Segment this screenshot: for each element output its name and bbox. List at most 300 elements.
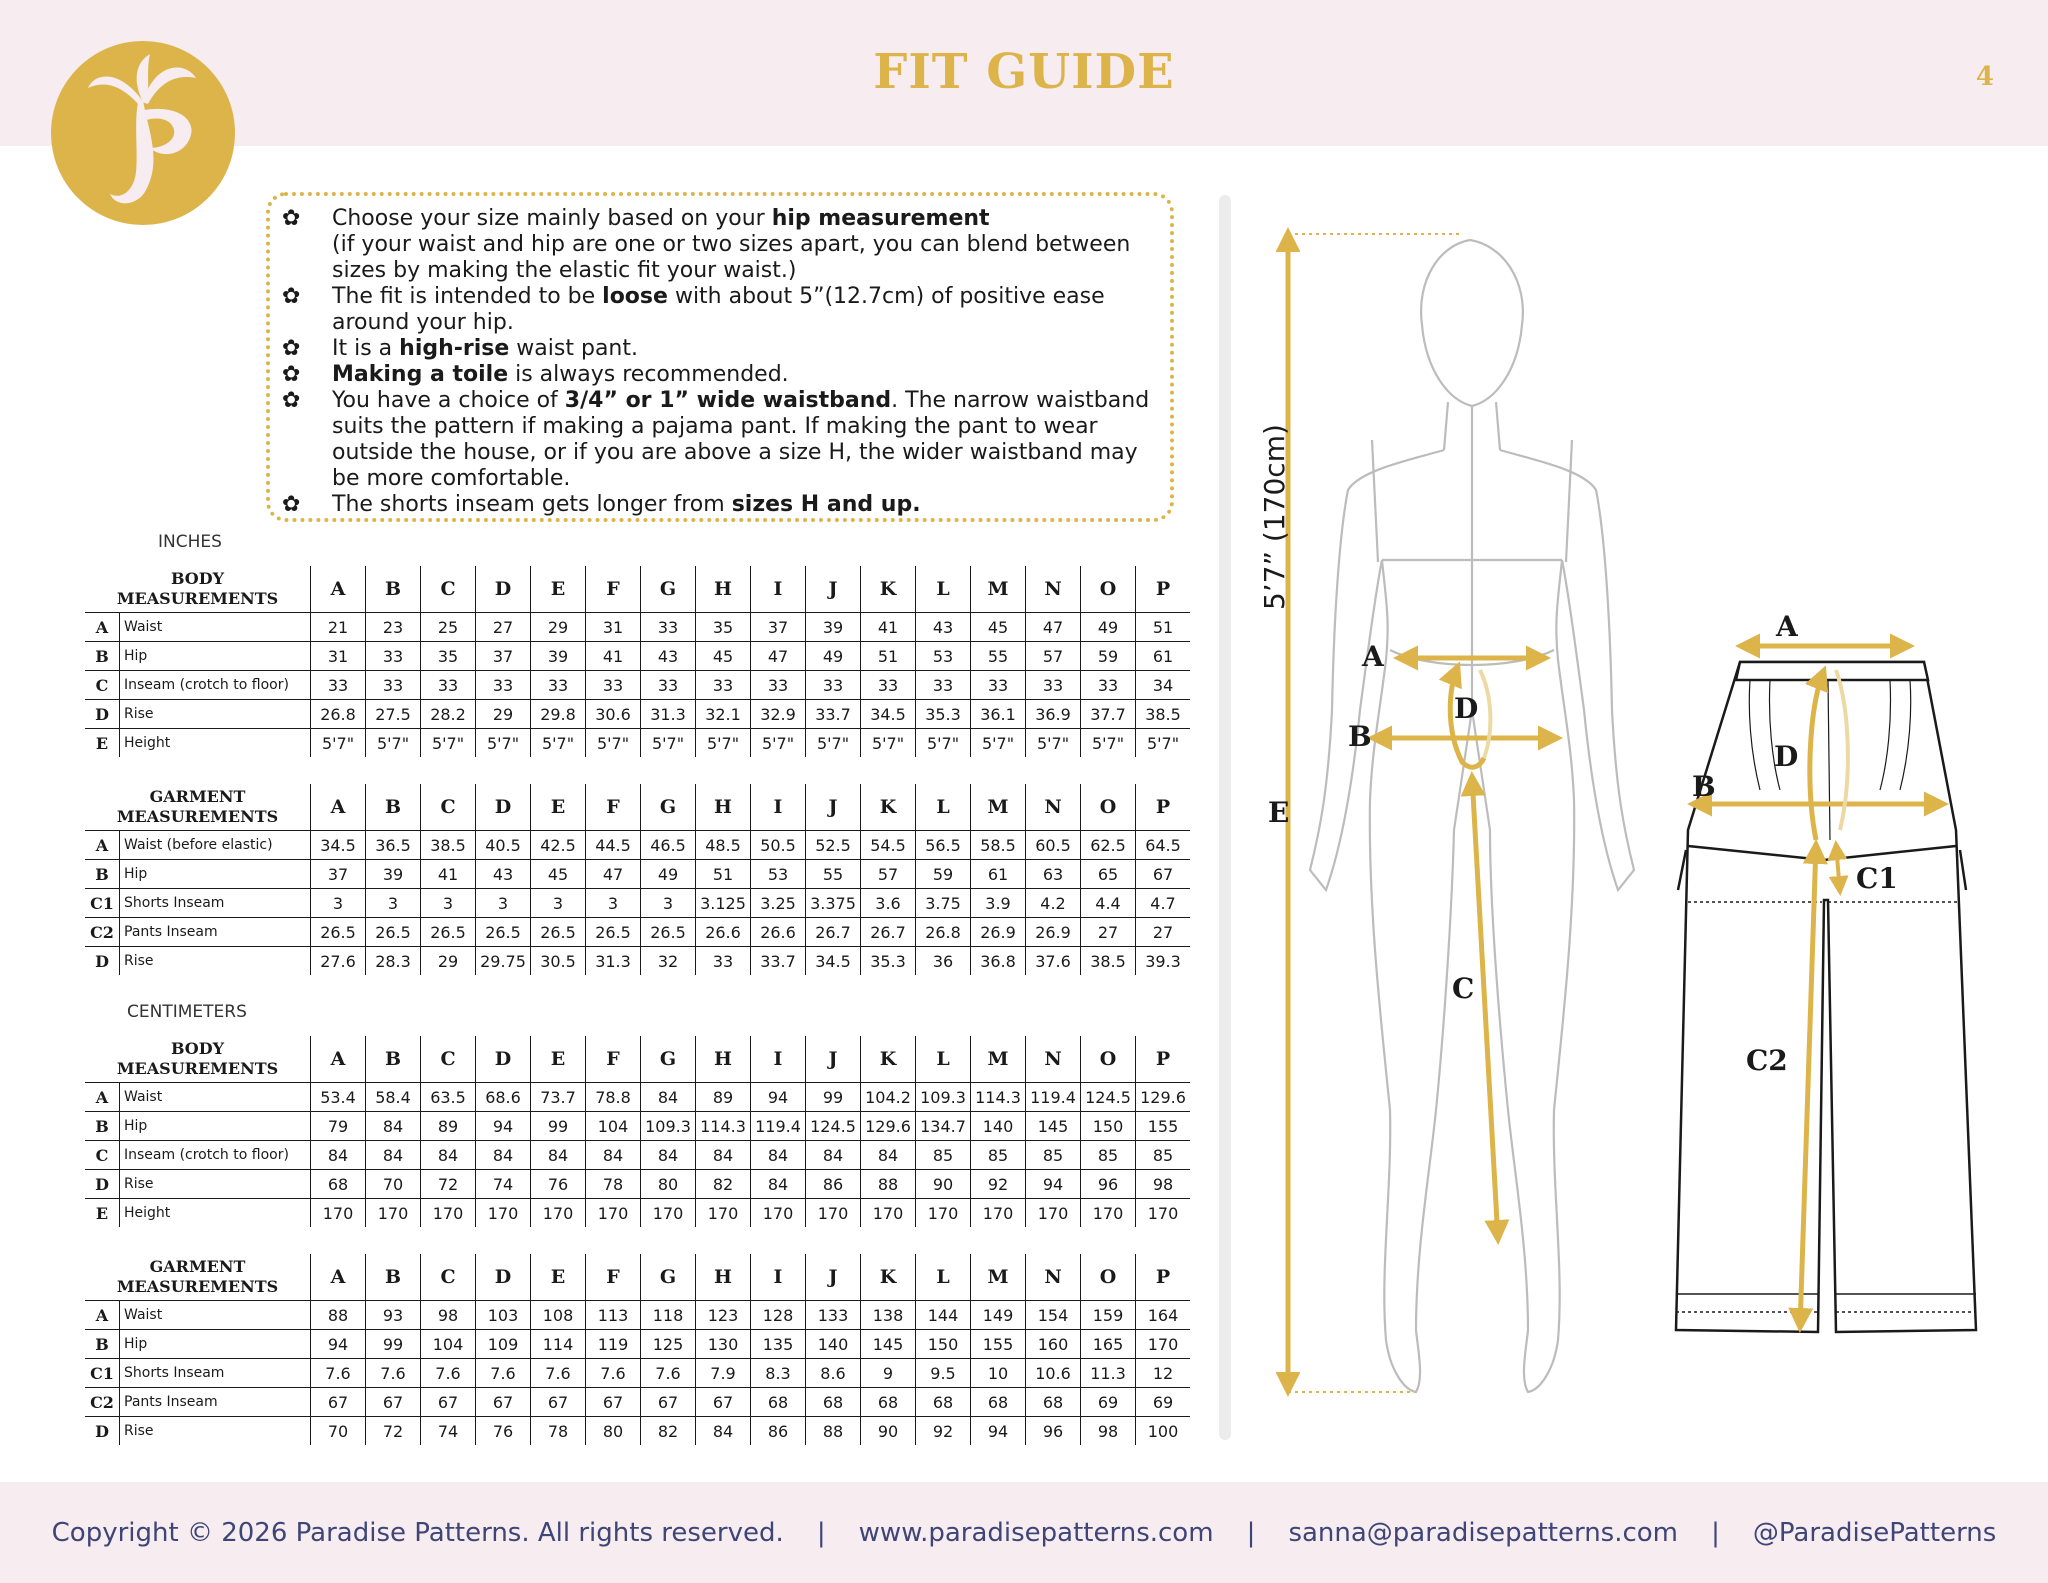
row-code: A — [85, 831, 120, 860]
table-cell: 73.7 — [531, 1083, 586, 1112]
table-heading — [85, 1254, 311, 1301]
table-cell: 26.5 — [641, 918, 696, 947]
size-header-b: B — [366, 566, 421, 613]
table-cell: 3.75 — [916, 889, 971, 918]
table-cell: 5'7" — [1136, 729, 1191, 758]
row-code: C2 — [85, 918, 120, 947]
footer-email-link[interactable]: sanna@paradisepatterns.com — [1288, 1518, 1679, 1548]
fit-note-text: high-rise — [399, 336, 510, 361]
label-e: E — [1268, 796, 1290, 829]
table-row — [85, 700, 1190, 729]
row-label: Shorts Inseam — [120, 1359, 311, 1388]
table-cell: 5'7" — [531, 729, 586, 758]
table-cell: 3.125 — [696, 889, 751, 918]
table-cell: 26.6 — [751, 918, 806, 947]
label-d: D — [1454, 692, 1479, 725]
table-cell: 5'7" — [641, 729, 696, 758]
row-label: Waist — [120, 613, 311, 642]
table-heading — [85, 1036, 311, 1083]
table-heading-line: MEASUREMENTS — [116, 1059, 279, 1078]
table-cell: 84 — [751, 1141, 806, 1170]
table-cell: 133 — [806, 1301, 861, 1330]
table-cell: 37 — [311, 860, 366, 889]
row-code: E — [85, 1199, 120, 1228]
label-c: C — [1452, 972, 1475, 1005]
table-cell: 113 — [586, 1301, 641, 1330]
table-cell: 88 — [311, 1301, 366, 1330]
table-cell: 5'7" — [476, 729, 531, 758]
fit-note-text: sizes H and up. — [731, 492, 921, 517]
table-cell: 92 — [971, 1170, 1026, 1199]
table-cell: 26.7 — [806, 918, 861, 947]
table-cell: 84 — [641, 1141, 696, 1170]
table-cell: 130 — [696, 1330, 751, 1359]
table-cell: 104 — [586, 1112, 641, 1141]
table-cell: 32.9 — [751, 700, 806, 729]
table-cell: 5'7" — [971, 729, 1026, 758]
table-cell: 7.6 — [476, 1359, 531, 1388]
table-cell: 170 — [696, 1199, 751, 1228]
table-cell: 38.5 — [421, 831, 476, 860]
size-header-p: P — [1136, 1254, 1191, 1301]
table-cell: 5'7" — [311, 729, 366, 758]
column-divider — [1219, 195, 1231, 1440]
table-cell: 57 — [861, 860, 916, 889]
table-row — [85, 613, 1190, 642]
table-cell: 26.9 — [971, 918, 1026, 947]
table-cell: 109.3 — [641, 1112, 696, 1141]
flower-bullet-icon: ✿ — [282, 362, 301, 387]
table-cell: 65 — [1081, 860, 1136, 889]
table-cell: 64.5 — [1136, 831, 1191, 860]
footer-line — [0, 1518, 2048, 1548]
fit-note-text: is always recommended. — [508, 362, 789, 387]
table-cell: 74 — [421, 1417, 476, 1446]
size-header-h: H — [696, 566, 751, 613]
table-cell: 149 — [971, 1301, 1026, 1330]
table-cell: 35 — [421, 642, 476, 671]
row-code: C — [85, 671, 120, 700]
row-label: Rise — [120, 947, 311, 976]
table-cell: 145 — [861, 1330, 916, 1359]
table-cell: 31.3 — [641, 700, 696, 729]
table-cell: 85 — [971, 1141, 1026, 1170]
row-code: C2 — [85, 1388, 120, 1417]
row-label: Rise — [120, 1417, 311, 1446]
table-cell: 26.5 — [421, 918, 476, 947]
table-cell: 84 — [751, 1170, 806, 1199]
fit-note-text: waist pant. — [509, 336, 638, 361]
size-header-p: P — [1136, 784, 1191, 831]
table-cell: 25 — [421, 613, 476, 642]
size-header-m: M — [971, 1254, 1026, 1301]
pants-label-b: B — [1692, 770, 1716, 803]
table-cell: 93 — [366, 1301, 421, 1330]
table-cell: 70 — [311, 1417, 366, 1446]
table-cell: 170 — [861, 1199, 916, 1228]
fit-note-text: Making a toile — [332, 362, 509, 387]
size-header-n: N — [1026, 784, 1081, 831]
table-cell: 114.3 — [696, 1112, 751, 1141]
row-label: Hip — [120, 860, 311, 889]
table-cell: 170 — [311, 1199, 366, 1228]
table-cell: 33 — [531, 671, 586, 700]
table-row — [85, 1301, 1190, 1330]
height-label: 5’7” (170cm) — [1258, 424, 1291, 610]
table-cell: 43 — [916, 613, 971, 642]
fit-note-text: with about 5”(12.7cm) of positive ease around your hip. — [332, 284, 1105, 335]
pants-drawing — [1676, 662, 1976, 1332]
flower-bullet-icon: ✿ — [282, 492, 301, 517]
table-cell: 7.9 — [696, 1359, 751, 1388]
table-cell: 36.8 — [971, 947, 1026, 976]
table-cell: 8.3 — [751, 1359, 806, 1388]
size-header-g: G — [641, 784, 696, 831]
table-cell: 39 — [806, 613, 861, 642]
table-cell: 33.7 — [751, 947, 806, 976]
size-header-e: E — [531, 784, 586, 831]
size-header-h: H — [696, 784, 751, 831]
flower-bullet-icon: ✿ — [282, 284, 301, 309]
table-cell: 134.7 — [916, 1112, 971, 1141]
table-row — [85, 1112, 1190, 1141]
table-cell: 51 — [696, 860, 751, 889]
table-cell: 164 — [1136, 1301, 1191, 1330]
table-cell: 33 — [751, 671, 806, 700]
table-cell: 85 — [1026, 1141, 1081, 1170]
table-cell: 119.4 — [751, 1112, 806, 1141]
table-cell: 7.6 — [641, 1359, 696, 1388]
table-cell: 48.5 — [696, 831, 751, 860]
table-cell: 68 — [1026, 1388, 1081, 1417]
table-cell: 7.6 — [421, 1359, 476, 1388]
table-row — [85, 642, 1190, 671]
size-header-c: C — [421, 1254, 476, 1301]
table-cell: 84 — [366, 1141, 421, 1170]
table-cell: 5'7" — [696, 729, 751, 758]
table-cell: 35.3 — [861, 947, 916, 976]
table-cell: 26.9 — [1026, 918, 1081, 947]
table-cell: 170 — [751, 1199, 806, 1228]
table-cell: 3 — [641, 889, 696, 918]
table-cell: 29 — [421, 947, 476, 976]
size-header-i: I — [751, 784, 806, 831]
row-code: B — [85, 642, 120, 671]
table-cell: 52.5 — [806, 831, 861, 860]
table-cell: 29 — [531, 613, 586, 642]
pants-label-a: A — [1776, 610, 1798, 643]
footer-copyright: Copyright © 2026 Paradise Patterns. All rights reserved. — [51, 1518, 784, 1548]
table-cell: 82 — [696, 1170, 751, 1199]
table-cell: 140 — [806, 1330, 861, 1359]
table-cell: 170 — [586, 1199, 641, 1228]
table-cell: 123 — [696, 1301, 751, 1330]
fit-note-text: loose — [602, 284, 668, 309]
table-cell: 26.8 — [311, 700, 366, 729]
table-cell: 119 — [586, 1330, 641, 1359]
table-cell: 67 — [366, 1388, 421, 1417]
size-header-l: L — [916, 566, 971, 613]
table-cell: 31 — [586, 613, 641, 642]
size-header-f: F — [586, 566, 641, 613]
table-cell: 119.4 — [1026, 1083, 1081, 1112]
table-cell: 27.6 — [311, 947, 366, 976]
table-cell: 27 — [476, 613, 531, 642]
footer-separator: | — [1711, 1518, 1720, 1548]
size-header-p: P — [1136, 566, 1191, 613]
table-cell: 68 — [861, 1388, 916, 1417]
size-header-o: O — [1081, 566, 1136, 613]
table-cell: 150 — [916, 1330, 971, 1359]
table-cell: 159 — [1081, 1301, 1136, 1330]
table-cell: 35 — [696, 613, 751, 642]
table-row — [85, 1083, 1190, 1112]
table-cell: 67 — [1136, 860, 1191, 889]
table-cell: 33 — [586, 671, 641, 700]
table-cell: 59 — [1081, 642, 1136, 671]
size-header-b: B — [366, 784, 421, 831]
row-label: Hip — [120, 1330, 311, 1359]
row-code: C1 — [85, 889, 120, 918]
row-code: A — [85, 613, 120, 642]
table-cell: 63 — [1026, 860, 1081, 889]
table-heading-line: MEASUREMENTS — [116, 1277, 279, 1296]
table-cell: 170 — [476, 1199, 531, 1228]
fit-note-item — [282, 336, 1172, 362]
section-label-centimeters: CENTIMETERS — [127, 1002, 247, 1022]
pants-label-c1: C1 — [1856, 862, 1898, 895]
table-cell: 98 — [1081, 1417, 1136, 1446]
table-cell: 170 — [1026, 1199, 1081, 1228]
table-cell: 155 — [1136, 1112, 1191, 1141]
table-cell: 33 — [696, 947, 751, 976]
fit-note-item — [282, 206, 1172, 284]
table-cell: 10.6 — [1026, 1359, 1081, 1388]
table-cell: 56.5 — [916, 831, 971, 860]
table-cell: 3.375 — [806, 889, 861, 918]
table-heading-line: MEASUREMENTS — [116, 589, 279, 608]
table-cell: 32 — [641, 947, 696, 976]
table-cell: 33 — [366, 671, 421, 700]
figure-inseam-arrow — [1472, 776, 1498, 1240]
table-cell: 30.6 — [586, 700, 641, 729]
table-row — [85, 1170, 1190, 1199]
table-cell: 88 — [861, 1170, 916, 1199]
table-cell: 5'7" — [751, 729, 806, 758]
table-cell: 78 — [531, 1417, 586, 1446]
table-cell: 27.5 — [366, 700, 421, 729]
table-cell: 5'7" — [366, 729, 421, 758]
table-cell: 94 — [971, 1417, 1026, 1446]
table-cell: 68 — [806, 1388, 861, 1417]
table-cell: 26.6 — [696, 918, 751, 947]
table-cell: 34.5 — [861, 700, 916, 729]
row-label: Hip — [120, 642, 311, 671]
table-cell: 10 — [971, 1359, 1026, 1388]
table-cell: 44.5 — [586, 831, 641, 860]
row-code: D — [85, 1170, 120, 1199]
table-cell: 33 — [421, 671, 476, 700]
table-cell: 170 — [531, 1199, 586, 1228]
table-cell: 53.4 — [311, 1083, 366, 1112]
table-cell: 84 — [696, 1417, 751, 1446]
table-cell: 155 — [971, 1330, 1026, 1359]
table-cell: 51 — [861, 642, 916, 671]
row-code: B — [85, 1330, 120, 1359]
size-header-k: K — [861, 1036, 916, 1083]
table-cell: 170 — [1136, 1199, 1191, 1228]
cm-garment-measurements-table — [85, 1254, 1190, 1445]
size-header-e: E — [531, 1254, 586, 1301]
table-cell: 53 — [751, 860, 806, 889]
table-cell: 90 — [861, 1417, 916, 1446]
measurement-illustration — [1240, 150, 2030, 1410]
table-cell: 154 — [1026, 1301, 1081, 1330]
table-cell: 27 — [1136, 918, 1191, 947]
table-cell: 33 — [476, 671, 531, 700]
fit-note-text: Choose your size mainly based on your — [332, 206, 772, 231]
row-label: Rise — [120, 1170, 311, 1199]
cm-body-measurements-table — [85, 1036, 1190, 1227]
table-cell: 5'7" — [861, 729, 916, 758]
table-cell: 33 — [1026, 671, 1081, 700]
table-cell: 62.5 — [1081, 831, 1136, 860]
table-cell: 7.6 — [311, 1359, 366, 1388]
table-heading-line: BODY — [170, 1039, 225, 1058]
table-cell: 79 — [311, 1112, 366, 1141]
table-cell: 33 — [861, 671, 916, 700]
table-cell: 9.5 — [916, 1359, 971, 1388]
table-cell: 170 — [421, 1199, 476, 1228]
table-cell: 70 — [366, 1170, 421, 1199]
table-cell: 108 — [531, 1301, 586, 1330]
table-cell: 76 — [476, 1417, 531, 1446]
table-cell: 170 — [1136, 1330, 1191, 1359]
size-header-o: O — [1081, 784, 1136, 831]
table-cell: 38.5 — [1136, 700, 1191, 729]
footer-separator: | — [1246, 1518, 1256, 1548]
size-header-i: I — [751, 1254, 806, 1301]
table-cell: 76 — [531, 1170, 586, 1199]
size-header-d: D — [476, 1036, 531, 1083]
footer-website-link[interactable]: www.paradisepatterns.com — [858, 1518, 1214, 1548]
table-heading — [85, 784, 311, 831]
table-row — [85, 1141, 1190, 1170]
table-cell: 29.8 — [531, 700, 586, 729]
size-header-e: E — [531, 566, 586, 613]
table-cell: 69 — [1081, 1388, 1136, 1417]
size-header-f: F — [586, 1036, 641, 1083]
table-cell: 26.5 — [586, 918, 641, 947]
table-cell: 84 — [366, 1112, 421, 1141]
table-cell: 68 — [971, 1388, 1026, 1417]
table-cell: 39 — [531, 642, 586, 671]
table-cell: 41 — [586, 642, 641, 671]
table-cell: 37 — [476, 642, 531, 671]
table-cell: 9 — [861, 1359, 916, 1388]
table-cell: 170 — [971, 1199, 1026, 1228]
table-cell: 94 — [751, 1083, 806, 1112]
table-cell: 33 — [366, 642, 421, 671]
table-cell: 8.6 — [806, 1359, 861, 1388]
table-cell: 12 — [1136, 1359, 1191, 1388]
table-cell: 7.6 — [366, 1359, 421, 1388]
table-cell: 33 — [1081, 671, 1136, 700]
table-cell: 96 — [1026, 1417, 1081, 1446]
table-cell: 85 — [1136, 1141, 1191, 1170]
table-cell: 67 — [531, 1388, 586, 1417]
table-row — [85, 671, 1190, 700]
size-header-j: J — [806, 784, 861, 831]
table-cell: 72 — [421, 1170, 476, 1199]
table-cell: 84 — [311, 1141, 366, 1170]
table-cell: 170 — [1081, 1199, 1136, 1228]
table-heading-line: MEASUREMENTS — [116, 807, 279, 826]
table-cell: 80 — [641, 1170, 696, 1199]
table-cell: 35.3 — [916, 700, 971, 729]
table-cell: 125 — [641, 1330, 696, 1359]
table-cell: 138 — [861, 1301, 916, 1330]
table-cell: 49 — [806, 642, 861, 671]
size-header-m: M — [971, 784, 1026, 831]
table-cell: 84 — [586, 1141, 641, 1170]
table-cell: 68.6 — [476, 1083, 531, 1112]
table-cell: 78.8 — [586, 1083, 641, 1112]
table-cell: 36 — [916, 947, 971, 976]
table-cell: 68 — [311, 1170, 366, 1199]
section-label-inches: INCHES — [158, 532, 222, 552]
size-header-f: F — [586, 1254, 641, 1301]
fit-notes-list — [282, 206, 1172, 518]
footer-social-handle[interactable]: @ParadisePatterns — [1752, 1518, 1997, 1548]
table-cell: 100 — [1136, 1417, 1191, 1446]
table-cell: 74 — [476, 1170, 531, 1199]
table-row — [85, 1330, 1190, 1359]
table-cell: 85 — [916, 1141, 971, 1170]
row-code: E — [85, 729, 120, 758]
table-cell: 36.5 — [366, 831, 421, 860]
table-cell: 63.5 — [421, 1083, 476, 1112]
size-header-d: D — [476, 566, 531, 613]
table-cell: 39 — [366, 860, 421, 889]
fit-note-item — [282, 284, 1172, 336]
table-cell: 67 — [696, 1388, 751, 1417]
size-header-b: B — [366, 1036, 421, 1083]
table-cell: 128 — [751, 1301, 806, 1330]
table-cell: 4.4 — [1081, 889, 1136, 918]
table-row — [85, 860, 1190, 889]
table-cell: 61 — [1136, 642, 1191, 671]
pants-label-d: D — [1774, 740, 1799, 773]
table-cell: 31 — [311, 642, 366, 671]
table-cell: 49 — [1081, 613, 1136, 642]
table-cell: 114.3 — [971, 1083, 1026, 1112]
flower-bullet-icon: ✿ — [282, 388, 301, 413]
table-cell: 90 — [916, 1170, 971, 1199]
table-cell: 99 — [366, 1330, 421, 1359]
table-cell: 47 — [1026, 613, 1081, 642]
footer-separator: | — [816, 1518, 826, 1548]
table-cell: 84 — [531, 1141, 586, 1170]
table-cell: 39.3 — [1136, 947, 1191, 976]
row-label: Waist — [120, 1083, 311, 1112]
table-cell: 55 — [971, 642, 1026, 671]
table-cell: 104 — [421, 1330, 476, 1359]
table-cell: 26.5 — [531, 918, 586, 947]
fit-note-text: You have a choice of — [332, 388, 565, 413]
table-cell: 68 — [751, 1388, 806, 1417]
table-cell: 36.9 — [1026, 700, 1081, 729]
